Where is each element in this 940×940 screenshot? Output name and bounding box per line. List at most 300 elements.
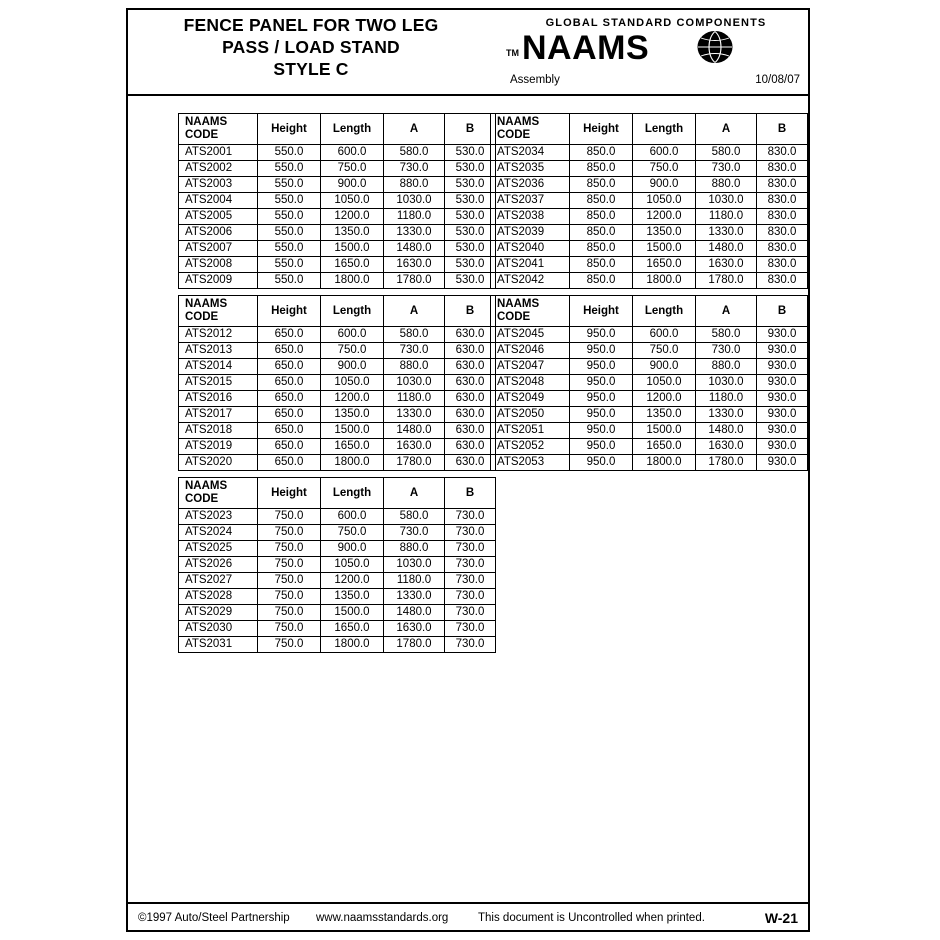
table-row (179, 359, 496, 375)
cell-value: 1200.0 (321, 209, 384, 225)
cell-value: 850.0 (570, 177, 633, 193)
column-header-3: A (384, 114, 445, 145)
cell-value: 1780.0 (696, 455, 757, 471)
cell-value: 1350.0 (321, 225, 384, 241)
cell-value: 1650.0 (633, 257, 696, 273)
cell-value: 1030.0 (384, 193, 445, 209)
column-header-code-line1: NAAMS (185, 480, 228, 492)
cell-naams-code: ATS2012 (179, 327, 258, 343)
cell-value: 930.0 (757, 359, 808, 375)
cell-naams-code: ATS2013 (179, 343, 258, 359)
table-row (179, 589, 496, 605)
cell-value: 750.0 (258, 637, 321, 653)
column-header-code-line2: CODE (185, 129, 219, 141)
cell-value: 880.0 (384, 541, 445, 557)
cell-naams-code: ATS2038 (491, 209, 570, 225)
cell-value: 1630.0 (384, 439, 445, 455)
table-row (179, 573, 496, 589)
cell-value: 850.0 (570, 273, 633, 289)
table-header-row (179, 296, 496, 327)
column-header-2: Length (633, 114, 696, 145)
cell-value: 850.0 (570, 161, 633, 177)
cell-value: 650.0 (258, 375, 321, 391)
cell-value: 930.0 (757, 423, 808, 439)
assembly-label: Assembly (510, 74, 560, 86)
cell-value: 630.0 (445, 375, 496, 391)
cell-naams-code: ATS2037 (491, 193, 570, 209)
cell-value: 730.0 (445, 557, 496, 573)
table-row (179, 241, 496, 257)
cell-value: 1350.0 (633, 407, 696, 423)
cell-value: 1350.0 (633, 225, 696, 241)
cell-value: 1200.0 (633, 209, 696, 225)
cell-value: 750.0 (258, 541, 321, 557)
cell-value: 1180.0 (384, 209, 445, 225)
column-header-2: Length (321, 478, 384, 509)
cell-value: 1330.0 (384, 407, 445, 423)
table-row (491, 439, 808, 455)
cell-value: 1800.0 (321, 637, 384, 653)
cell-value: 1050.0 (633, 375, 696, 391)
table-row (491, 145, 808, 161)
table-header-row (179, 114, 496, 145)
cell-naams-code: ATS2053 (491, 455, 570, 471)
column-header-code-line2: CODE (497, 129, 531, 141)
cell-value: 550.0 (258, 257, 321, 273)
cell-value: 530.0 (445, 225, 496, 241)
column-header-code-line1: NAAMS (497, 116, 540, 128)
cell-naams-code: ATS2034 (491, 145, 570, 161)
cell-value: 730.0 (445, 589, 496, 605)
cell-value: 1630.0 (384, 257, 445, 273)
cell-value: 750.0 (258, 589, 321, 605)
page-footer (126, 902, 810, 932)
column-header-0 (179, 114, 258, 145)
table-row (179, 525, 496, 541)
cell-value: 1480.0 (696, 241, 757, 257)
cell-value: 1330.0 (384, 589, 445, 605)
cell-value: 1630.0 (696, 439, 757, 455)
cell-value: 650.0 (258, 391, 321, 407)
cell-value: 850.0 (570, 193, 633, 209)
cell-value: 530.0 (445, 193, 496, 209)
cell-naams-code: ATS2051 (491, 423, 570, 439)
cell-value: 950.0 (570, 359, 633, 375)
cell-naams-code: ATS2031 (179, 637, 258, 653)
cell-value: 1030.0 (696, 375, 757, 391)
cell-value: 850.0 (570, 225, 633, 241)
cell-value: 1200.0 (321, 391, 384, 407)
cell-value: 1800.0 (321, 455, 384, 471)
table-row (179, 193, 496, 209)
cell-value: 1780.0 (384, 455, 445, 471)
cell-value: 750.0 (321, 343, 384, 359)
table-row (491, 209, 808, 225)
table-row (491, 241, 808, 257)
cell-value: 930.0 (757, 327, 808, 343)
cell-value: 830.0 (757, 145, 808, 161)
cell-value: 580.0 (696, 145, 757, 161)
table-header-row (491, 114, 808, 145)
cell-naams-code: ATS2042 (491, 273, 570, 289)
cell-value: 730.0 (384, 343, 445, 359)
cell-value: 550.0 (258, 273, 321, 289)
cell-value: 750.0 (321, 161, 384, 177)
cell-value: 880.0 (696, 359, 757, 375)
cell-value: 900.0 (633, 177, 696, 193)
cell-value: 730.0 (445, 573, 496, 589)
cell-value: 1480.0 (384, 423, 445, 439)
table-row (179, 343, 496, 359)
cell-value: 750.0 (321, 525, 384, 541)
cell-naams-code: ATS2036 (491, 177, 570, 193)
cell-naams-code: ATS2026 (179, 557, 258, 573)
cell-value: 730.0 (445, 525, 496, 541)
table-750 (178, 477, 496, 653)
cell-value: 930.0 (757, 455, 808, 471)
cell-value: 530.0 (445, 161, 496, 177)
cell-value: 730.0 (445, 541, 496, 557)
cell-value: 930.0 (757, 439, 808, 455)
table-row (179, 637, 496, 653)
title-block (126, 8, 810, 96)
cell-value: 630.0 (445, 407, 496, 423)
table-row (179, 605, 496, 621)
cell-value: 550.0 (258, 241, 321, 257)
cell-value: 750.0 (258, 557, 321, 573)
cell-naams-code: ATS2041 (491, 257, 570, 273)
cell-value: 550.0 (258, 145, 321, 161)
cell-value: 530.0 (445, 209, 496, 225)
cell-value: 650.0 (258, 423, 321, 439)
cell-value: 1630.0 (696, 257, 757, 273)
cell-value: 950.0 (570, 327, 633, 343)
table-row (179, 423, 496, 439)
cell-value: 730.0 (445, 621, 496, 637)
cell-value: 530.0 (445, 145, 496, 161)
cell-value: 1050.0 (633, 193, 696, 209)
cell-value: 830.0 (757, 257, 808, 273)
cell-value: 1500.0 (633, 241, 696, 257)
cell-value: 1480.0 (384, 605, 445, 621)
cell-naams-code: ATS2047 (491, 359, 570, 375)
cell-value: 580.0 (384, 327, 445, 343)
cell-naams-code: ATS2030 (179, 621, 258, 637)
table-row (179, 407, 496, 423)
cell-value: 1650.0 (633, 439, 696, 455)
cell-naams-code: ATS2008 (179, 257, 258, 273)
cell-value: 580.0 (384, 509, 445, 525)
cell-value: 1500.0 (633, 423, 696, 439)
column-header-3: A (384, 296, 445, 327)
table-row (491, 423, 808, 439)
column-header-code-line1: NAAMS (185, 116, 228, 128)
cell-value: 850.0 (570, 257, 633, 273)
cell-value: 1050.0 (321, 557, 384, 573)
table-row (491, 257, 808, 273)
cell-value: 850.0 (570, 145, 633, 161)
column-header-1: Height (258, 478, 321, 509)
cell-value: 530.0 (445, 257, 496, 273)
cell-value: 900.0 (633, 359, 696, 375)
cell-naams-code: ATS2001 (179, 145, 258, 161)
cell-value: 730.0 (384, 525, 445, 541)
cell-naams-code: ATS2052 (491, 439, 570, 455)
title-line-3: STYLE C (273, 59, 349, 79)
cell-value: 1780.0 (384, 273, 445, 289)
cell-value: 1480.0 (696, 423, 757, 439)
cell-value: 630.0 (445, 455, 496, 471)
cell-value: 1480.0 (384, 241, 445, 257)
column-header-4: B (757, 296, 808, 327)
cell-value: 1050.0 (321, 375, 384, 391)
cell-value: 900.0 (321, 177, 384, 193)
cell-value: 1200.0 (321, 573, 384, 589)
column-header-1: Height (258, 114, 321, 145)
cell-value: 1030.0 (384, 375, 445, 391)
cell-value: 1500.0 (321, 423, 384, 439)
cell-value: 530.0 (445, 273, 496, 289)
cell-value: 1030.0 (384, 557, 445, 573)
table-row (491, 407, 808, 423)
table-row (179, 209, 496, 225)
cell-value: 650.0 (258, 343, 321, 359)
column-header-3: A (696, 114, 757, 145)
cell-value: 1180.0 (696, 391, 757, 407)
cell-value: 1200.0 (633, 391, 696, 407)
column-header-3: A (696, 296, 757, 327)
cell-naams-code: ATS2002 (179, 161, 258, 177)
table-row (179, 455, 496, 471)
cell-value: 530.0 (445, 177, 496, 193)
cell-naams-code: ATS2020 (179, 455, 258, 471)
table-650 (178, 295, 496, 471)
cell-naams-code: ATS2005 (179, 209, 258, 225)
cell-value: 580.0 (384, 145, 445, 161)
cell-value: 1650.0 (321, 621, 384, 637)
cell-value: 1630.0 (384, 621, 445, 637)
table-row (179, 145, 496, 161)
footer-notice: This document is Uncontrolled when printed. (478, 912, 705, 924)
cell-value: 1330.0 (696, 407, 757, 423)
cell-value: 550.0 (258, 177, 321, 193)
cell-naams-code: ATS2049 (491, 391, 570, 407)
column-header-2: Length (321, 114, 384, 145)
table-row (491, 273, 808, 289)
cell-value: 630.0 (445, 423, 496, 439)
table-row (179, 391, 496, 407)
cell-value: 1780.0 (696, 273, 757, 289)
cell-value: 830.0 (757, 241, 808, 257)
table-row (179, 327, 496, 343)
cell-value: 930.0 (757, 343, 808, 359)
table-550 (178, 113, 496, 289)
cell-value: 1330.0 (696, 225, 757, 241)
footer-website[interactable]: www.naamsstandards.org (316, 912, 449, 924)
table-row (179, 557, 496, 573)
cell-value: 750.0 (633, 343, 696, 359)
cell-value: 650.0 (258, 407, 321, 423)
cell-value: 930.0 (757, 407, 808, 423)
cell-naams-code: ATS2046 (491, 343, 570, 359)
column-header-2: Length (321, 296, 384, 327)
column-header-4: B (445, 478, 496, 509)
column-header-code-line2: CODE (497, 311, 531, 323)
cell-value: 900.0 (321, 359, 384, 375)
title-line-1: FENCE PANEL FOR TWO LEG (183, 15, 439, 35)
cell-value: 750.0 (258, 509, 321, 525)
column-header-0 (491, 296, 570, 327)
footer-copyright: ©1997 Auto/Steel Partnership (138, 912, 290, 924)
cell-value: 950.0 (570, 455, 633, 471)
cell-value: 600.0 (321, 509, 384, 525)
cell-value: 950.0 (570, 343, 633, 359)
cell-value: 1800.0 (633, 455, 696, 471)
table-row (179, 509, 496, 525)
cell-value: 830.0 (757, 209, 808, 225)
cell-naams-code: ATS2017 (179, 407, 258, 423)
date-label: 10/08/07 (755, 74, 800, 86)
cell-value: 930.0 (757, 375, 808, 391)
cell-value: 630.0 (445, 343, 496, 359)
cell-value: 630.0 (445, 391, 496, 407)
cell-naams-code: ATS2028 (179, 589, 258, 605)
cell-value: 600.0 (633, 145, 696, 161)
cell-value: 650.0 (258, 455, 321, 471)
cell-naams-code: ATS2015 (179, 375, 258, 391)
brand-tagline: GLOBAL STANDARD COMPONENTS (545, 17, 767, 29)
cell-naams-code: ATS2004 (179, 193, 258, 209)
cell-naams-code: ATS2014 (179, 359, 258, 375)
cell-value: 1780.0 (384, 637, 445, 653)
cell-value: 950.0 (570, 375, 633, 391)
cell-value: 830.0 (757, 225, 808, 241)
cell-value: 830.0 (757, 177, 808, 193)
cell-naams-code: ATS2040 (491, 241, 570, 257)
cell-value: 880.0 (384, 359, 445, 375)
cell-naams-code: ATS2025 (179, 541, 258, 557)
table-950 (490, 295, 808, 471)
footer-page-number: W-21 (764, 910, 798, 926)
cell-value: 630.0 (445, 327, 496, 343)
cell-value: 730.0 (445, 605, 496, 621)
table-row (491, 455, 808, 471)
cell-value: 900.0 (321, 541, 384, 557)
cell-value: 550.0 (258, 225, 321, 241)
column-header-1: Height (258, 296, 321, 327)
column-header-code-line2: CODE (185, 311, 219, 323)
cell-value: 1500.0 (321, 605, 384, 621)
cell-naams-code: ATS2018 (179, 423, 258, 439)
cell-naams-code: ATS2035 (491, 161, 570, 177)
cell-naams-code: ATS2039 (491, 225, 570, 241)
table-row (179, 161, 496, 177)
cell-naams-code: ATS2023 (179, 509, 258, 525)
cell-value: 830.0 (757, 193, 808, 209)
naams-logo: NAAMS (522, 29, 650, 67)
cell-naams-code: ATS2007 (179, 241, 258, 257)
table-row (179, 375, 496, 391)
column-header-code-line1: NAAMS (497, 298, 540, 310)
cell-value: 750.0 (258, 573, 321, 589)
cell-naams-code: ATS2009 (179, 273, 258, 289)
cell-value: 950.0 (570, 391, 633, 407)
cell-value: 1800.0 (633, 273, 696, 289)
cell-value: 730.0 (696, 161, 757, 177)
cell-naams-code: ATS2048 (491, 375, 570, 391)
table-row (491, 161, 808, 177)
cell-value: 750.0 (633, 161, 696, 177)
table-header-row (179, 478, 496, 509)
cell-value: 630.0 (445, 359, 496, 375)
brand-block (500, 8, 810, 94)
cell-value: 1030.0 (696, 193, 757, 209)
cell-value: 550.0 (258, 209, 321, 225)
table-row (491, 391, 808, 407)
cell-value: 950.0 (570, 423, 633, 439)
table-row (179, 439, 496, 455)
column-header-3: A (384, 478, 445, 509)
cell-value: 1180.0 (384, 573, 445, 589)
table-row (491, 327, 808, 343)
column-header-code-line1: NAAMS (185, 298, 228, 310)
table-row (491, 375, 808, 391)
cell-value: 550.0 (258, 193, 321, 209)
cell-value: 600.0 (321, 145, 384, 161)
table-row (179, 225, 496, 241)
cell-value: 730.0 (445, 509, 496, 525)
title-line-2: PASS / LOAD STAND (222, 37, 400, 57)
column-header-0 (491, 114, 570, 145)
cell-value: 1350.0 (321, 589, 384, 605)
cell-value: 630.0 (445, 439, 496, 455)
cell-value: 1650.0 (321, 257, 384, 273)
table-row (491, 343, 808, 359)
cell-value: 650.0 (258, 439, 321, 455)
cell-value: 830.0 (757, 161, 808, 177)
cell-naams-code: ATS2006 (179, 225, 258, 241)
cell-value: 750.0 (258, 525, 321, 541)
column-header-4: B (445, 114, 496, 145)
cell-value: 950.0 (570, 407, 633, 423)
table-row (491, 177, 808, 193)
globe-icon (696, 30, 734, 64)
trademark-mark: TM (506, 48, 519, 58)
table-header-row (491, 296, 808, 327)
column-header-4: B (757, 114, 808, 145)
cell-value: 650.0 (258, 327, 321, 343)
page-title (126, 14, 496, 80)
table-row (491, 225, 808, 241)
table-row (491, 359, 808, 375)
cell-value: 530.0 (445, 241, 496, 257)
cell-value: 600.0 (633, 327, 696, 343)
column-header-0 (179, 478, 258, 509)
column-header-4: B (445, 296, 496, 327)
cell-value: 1050.0 (321, 193, 384, 209)
cell-value: 830.0 (757, 273, 808, 289)
cell-value: 730.0 (445, 637, 496, 653)
cell-value: 950.0 (570, 439, 633, 455)
cell-naams-code: ATS2027 (179, 573, 258, 589)
column-header-code-line2: CODE (185, 493, 219, 505)
table-row (179, 541, 496, 557)
table-850 (490, 113, 808, 289)
cell-value: 1350.0 (321, 407, 384, 423)
cell-naams-code: ATS2024 (179, 525, 258, 541)
column-header-1: Height (570, 114, 633, 145)
cell-naams-code: ATS2045 (491, 327, 570, 343)
